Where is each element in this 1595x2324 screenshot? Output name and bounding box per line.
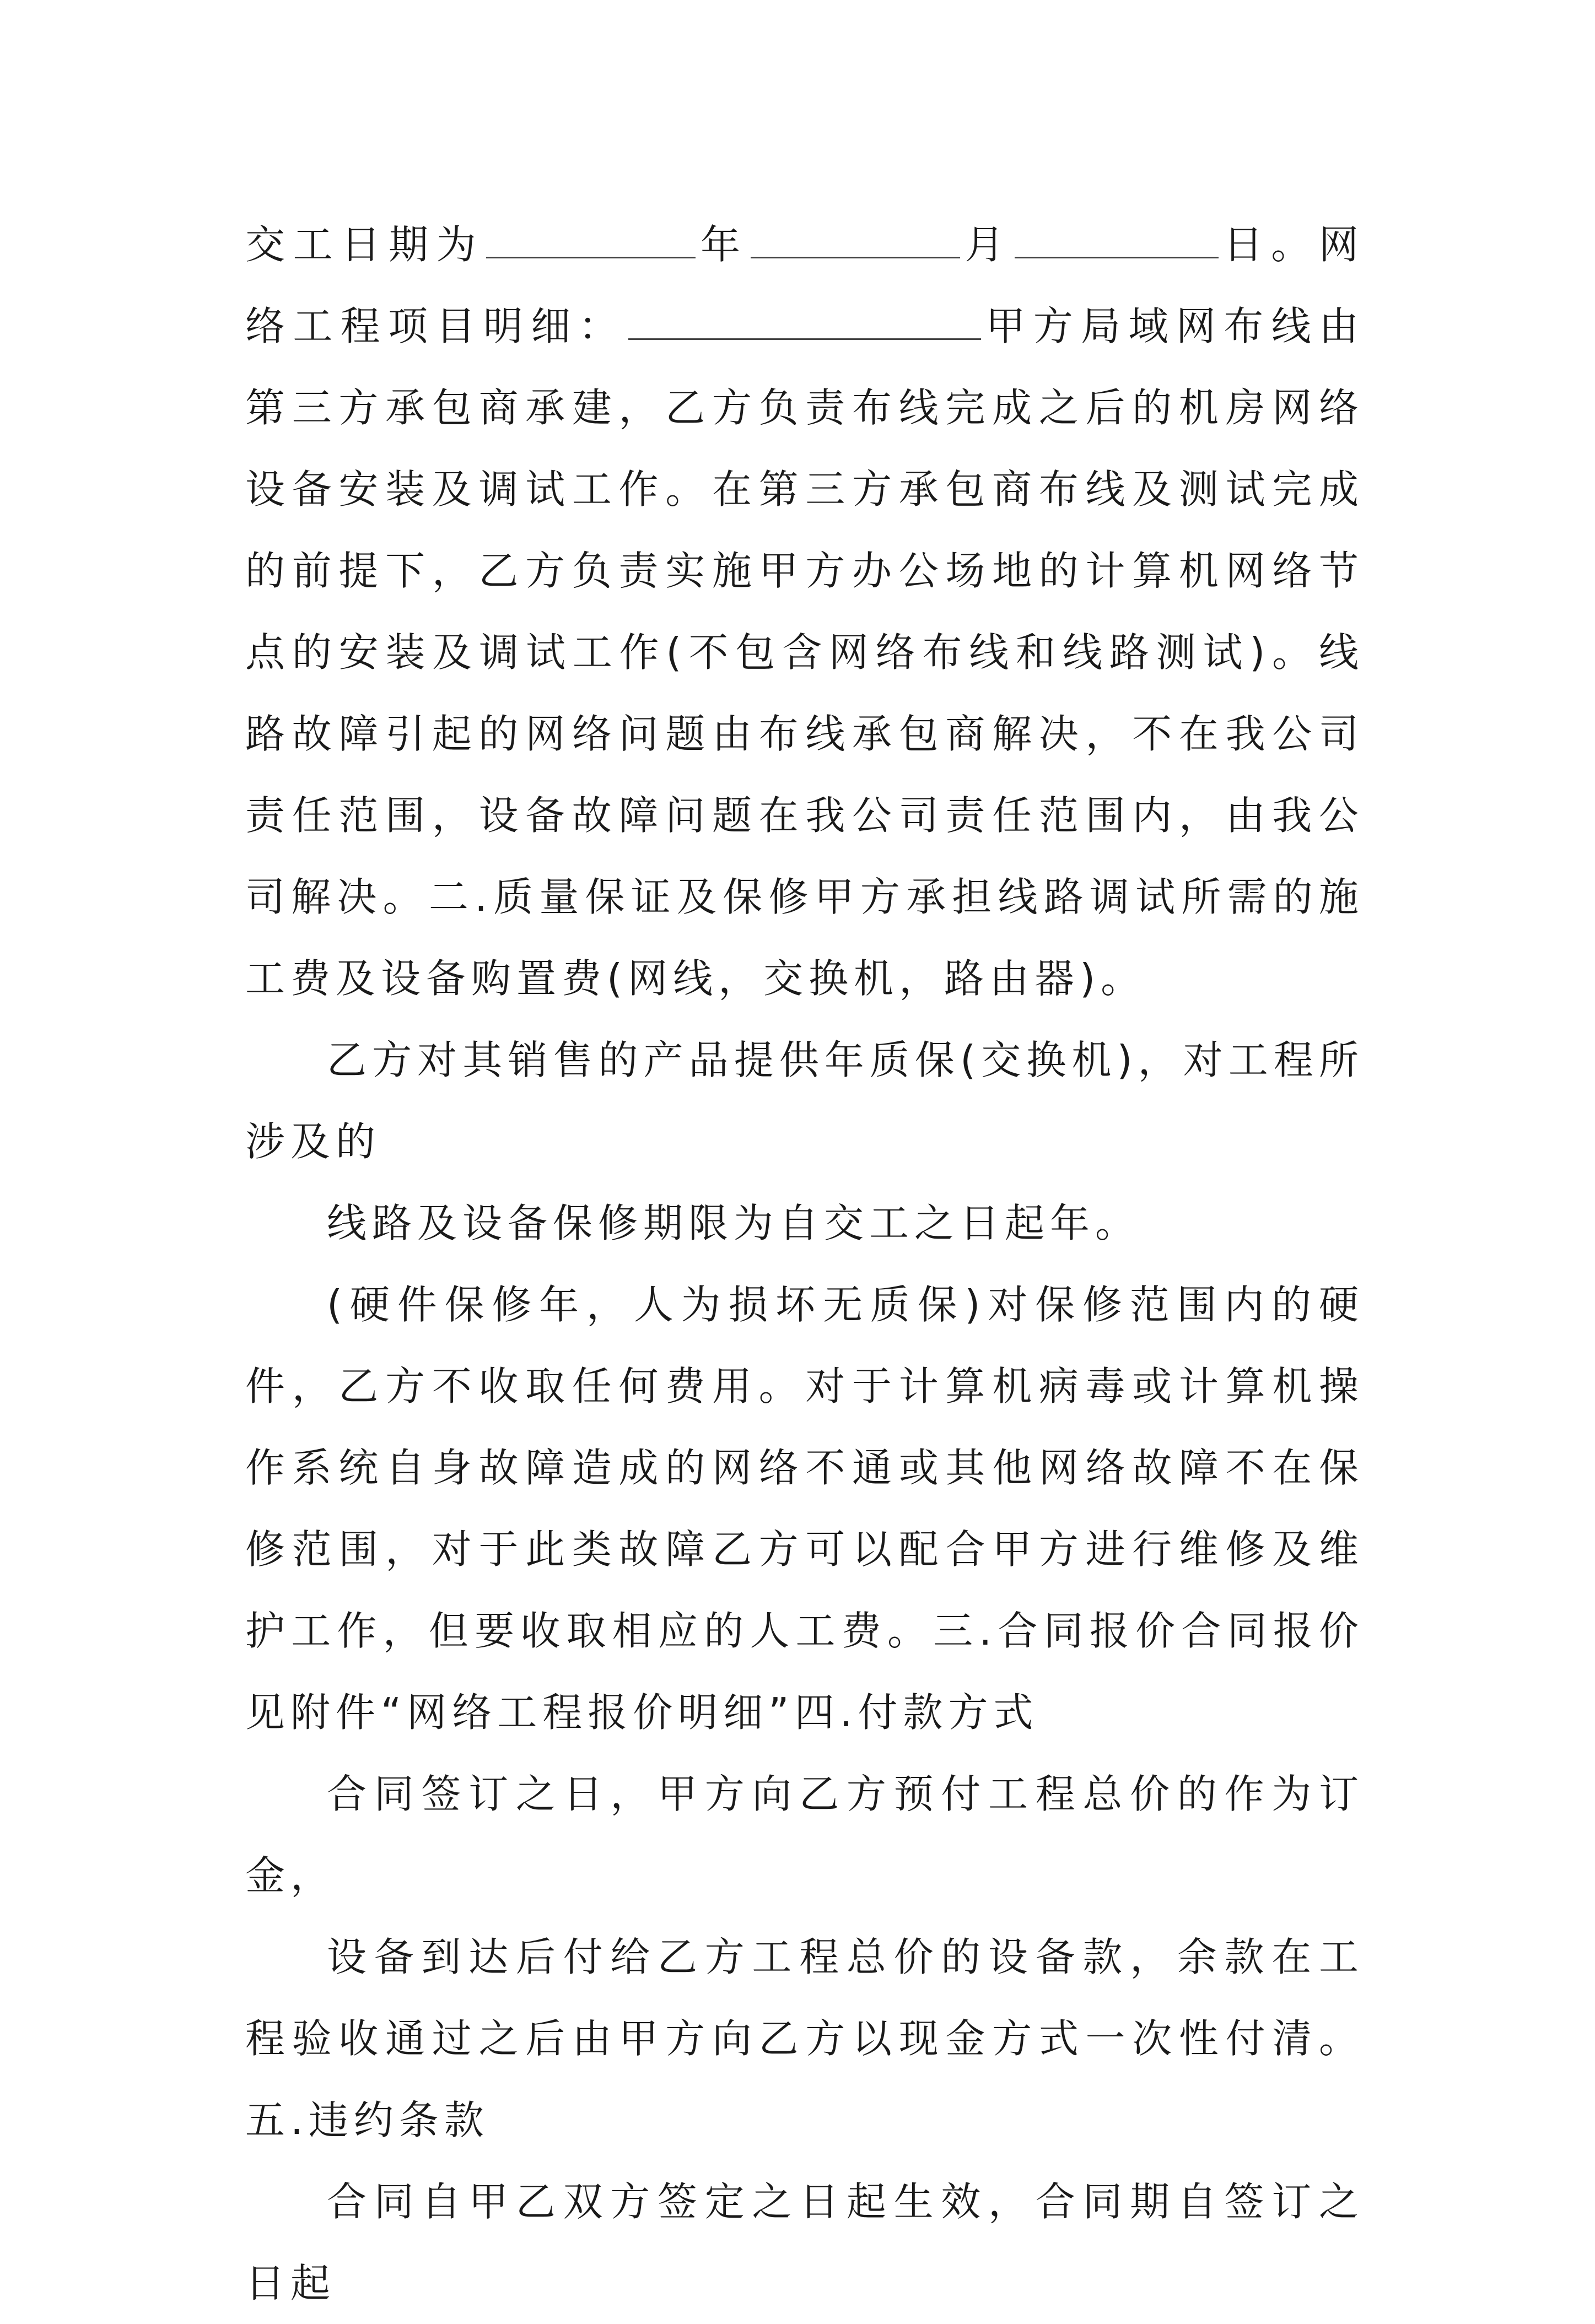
month-label: 月 (962, 221, 1012, 268)
day-blank[interactable] (1015, 224, 1219, 258)
paragraph-warranty-products: 乙方对其销售的产品提供年质保(交换机)，对工程所涉及的 (245, 1037, 1364, 1165)
day-and-project-label: 日。网络工程项目明细： (245, 221, 1364, 349)
month-blank[interactable] (751, 224, 960, 258)
paragraph-hardware-warranty: (硬件保修年，人为损坏无质保)对保修范围内的硬件，乙方不收取任何费用。对于计算机病毒或计算机操作系统自身故障造成的网络不通或其他网络故障不在保修范围，对于此类故障乙方可以配合甲方进行维修及维护工作，但要收取相应的人工费。三.合同报价合同报价见附件“网络工程报价明细”四.付款方式 (245, 1282, 1364, 1736)
paragraph-payment-deposit: 合同签订之日，甲方向乙方预付工程总价的作为订金， (245, 1771, 1364, 1899)
year-blank[interactable] (486, 224, 696, 258)
project-detail-blank[interactable] (628, 305, 981, 340)
paragraph-contract-effective: 合同自甲乙双方签定之日起生效，合同期自签订之日起 (245, 2179, 1364, 2306)
scope-text: 甲方局域网布线由第三方承包商承建，乙方负责布线完成之后的机房网络设备安装及调试工作。在第三方承包商布线及测试完成的前提下，乙方负责实施甲方办公场地的计算机网络节点的安装及调试工作(不包含网络布线和线路测试)。线路故障引起的网络问题由布线承包商解决，不在我公司责任范围，设备故障问题在我公司责任范围内，由我公司解决。二.质量保证及保修甲方承担线路调试所需的施工费及设备购置费(网线，交换机，路由器)。 (245, 303, 1364, 1002)
paragraph-warranty-period: 线路及设备保修期限为自交工之日起年。 (327, 1200, 1141, 1246)
delivery-date-label: 交工日期为 (245, 221, 484, 268)
document-body (245, 204, 1364, 2324)
year-label: 年 (698, 221, 748, 268)
paragraph-payment-balance: 设备到达后付给乙方工程总价的设备款，余款在工程验收通过之后由甲方向乙方以现金方式一次性付清。五.违约条款 (245, 1934, 1364, 2143)
paragraph-delivery-and-scope (245, 204, 1364, 1019)
